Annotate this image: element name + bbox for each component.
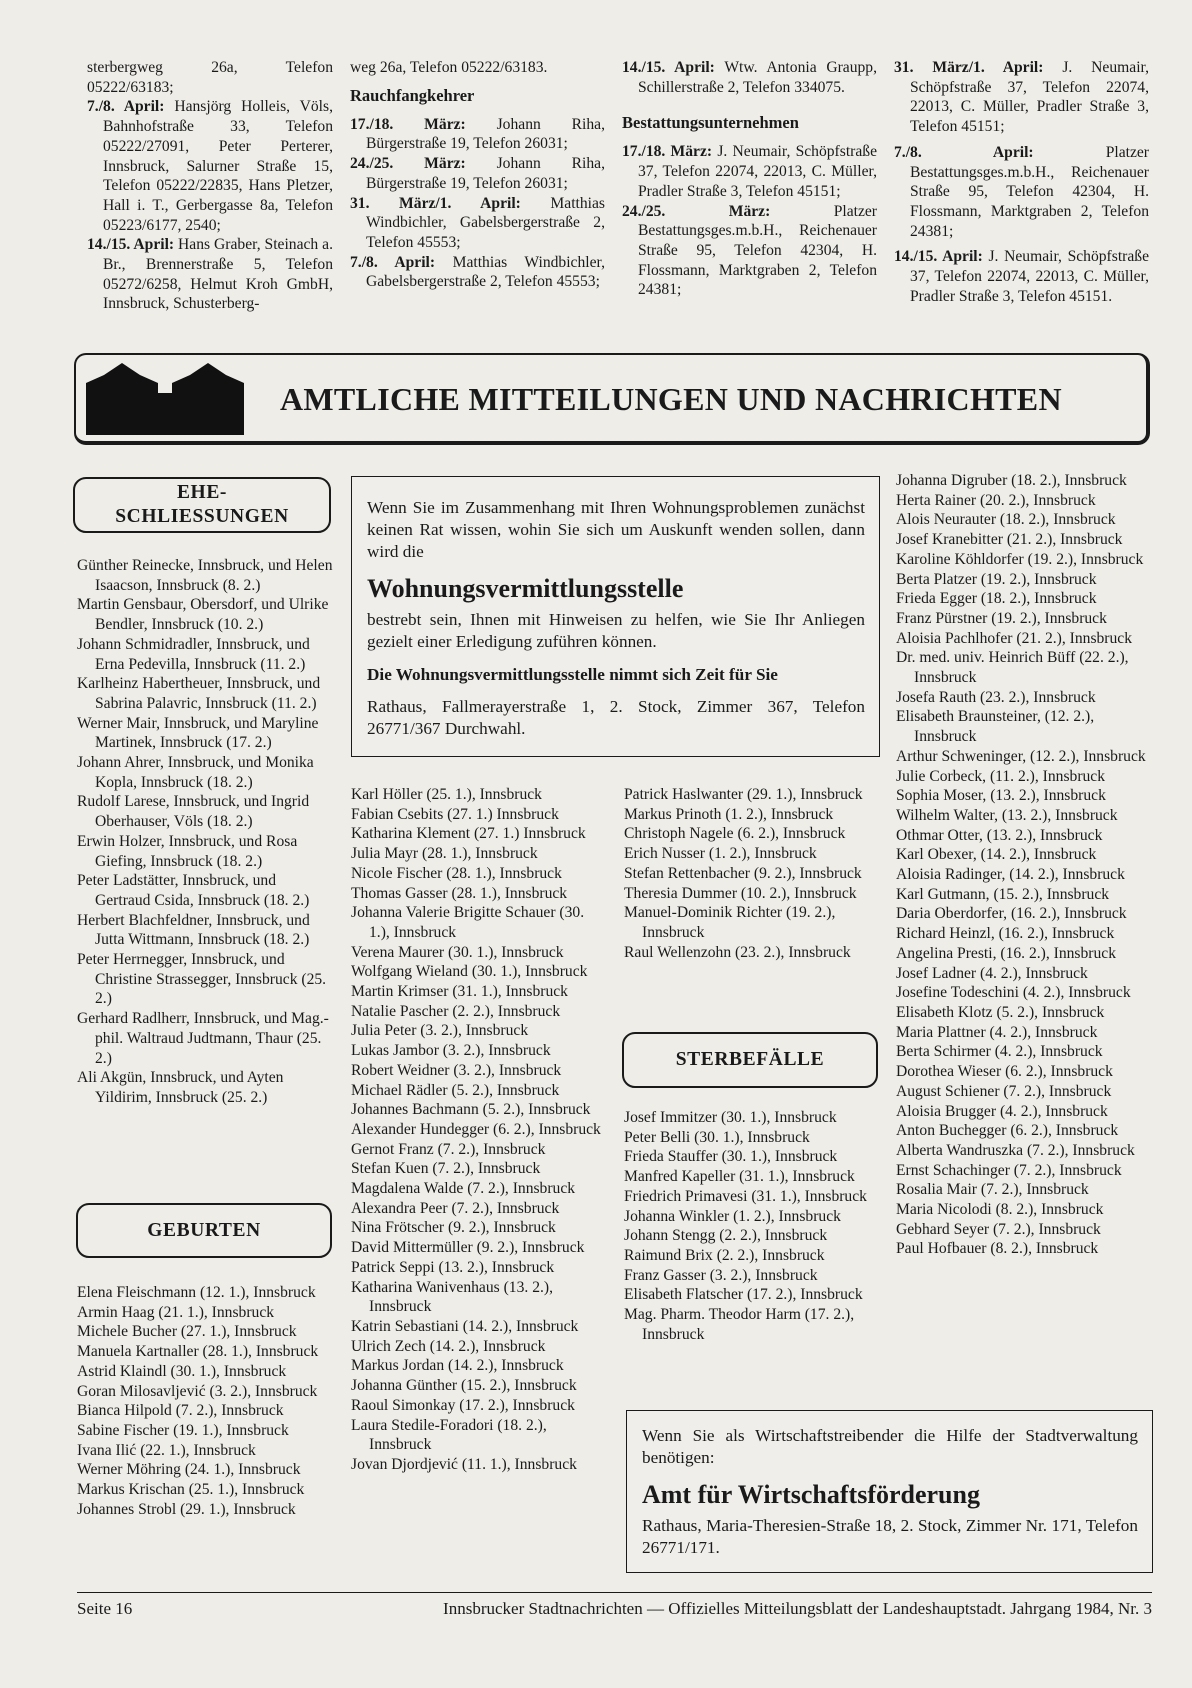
death-entry: Karoline Köhldorfer (19. 2.), Innsbruck (896, 550, 1144, 568)
death-entry: Elisabeth Braunsteiner, (12. 2.), Innsbruck (896, 708, 1095, 746)
emergency-entry: weg 26a, Telefon 05222/63183. (350, 59, 548, 76)
heading-sterbefaelle (622, 1032, 878, 1088)
death-entry: Josef Kranebitter (21. 2.), Innsbruck (896, 531, 1123, 549)
death-entry: Berta Schirmer (4. 2.), Innsbruck (896, 1043, 1103, 1061)
death-entry: Sophia Moser, (13. 2.), Innsbruck (896, 787, 1106, 805)
death-entry: Aloisia Radinger, (14. 2.), Innsbruck (896, 866, 1125, 884)
birth-entry: Johannes Bachmann (5. 2.), Innsbruck (351, 1101, 591, 1119)
death-entry: Dr. med. univ. Heinrich Büff (22. 2.), Innsbruck (896, 649, 1129, 687)
death-entry: Karl Gutmann, (15. 2.), Innsbruck (896, 885, 1110, 903)
birth-entry: Stefan Rettenbacher (9. 2.), Innsbruck (624, 864, 862, 882)
birth-entry: Lukas Jambor (3. 2.), Innsbruck (351, 1042, 551, 1060)
death-entry: Karl Obexer, (14. 2.), Innsbruck (896, 846, 1097, 864)
birth-entry: Julia Peter (3. 2.), Innsbruck (351, 1022, 529, 1040)
birth-entry: Patrick Seppi (13. 2.), Innsbruck (351, 1258, 555, 1276)
emergency-entry: 7./8. April: Hansjörg Holleis, Völs, Bahnhofstraße 33, Telefon 05222/27091, Peter Perterer, Innsbruck, Salurner Straße 15, Telefon 05222/22835, Hans Pletzer, Hall i. T., Gerbergasse 8a, Telefon 05223/6177, 2540; (87, 98, 333, 234)
death-entry: Elisabeth Klotz (5. 2.), Innsbruck (896, 1003, 1105, 1021)
death-entry: Aloisia Brugger (4. 2.), Innsbruck (896, 1102, 1108, 1120)
birth-entry: Bianca Hilpold (7. 2.), Innsbruck (77, 1402, 284, 1420)
birth-entry: Thomas Gasser (28. 1.), Innsbruck (351, 884, 568, 902)
death-entry: Johann Stengg (2. 2.), Innsbruck (624, 1227, 828, 1245)
birth-entry: Raoul Simonkay (17. 2.), Innsbruck (351, 1396, 575, 1414)
death-entry: Aloisia Pachlhofer (21. 2.), Innsbruck (896, 629, 1133, 647)
marriage-entry: Gerhard Radlherr, Innsbruck, und Mag.-phil. Waltraud Judtmann, Thaur (25. 2.) (77, 1010, 329, 1067)
section-heading-bestattung: Bestattungsunternehmen (622, 113, 799, 133)
notice-wohnungsvermittlung (351, 476, 880, 757)
birth-entry: Gernot Franz (7. 2.), Innsbruck (351, 1140, 546, 1158)
section-heading-rauchfangkehrer: Rauchfangkehrer (350, 85, 475, 105)
marriage-entry: Werner Mair, Innsbruck, und Maryline Martinek, Innsbruck (17. 2.) (77, 714, 319, 752)
notice-address: Rathaus, Maria-Theresien-Straße 18, 2. Stock, Zimmer Nr. 171, Telefon 26771/171. (642, 1516, 1138, 1557)
death-entry: Wilhelm Walter, (13. 2.), Innsbruck (896, 806, 1118, 824)
emergency-entry: 14./15. April: Wtw. Antonia Graupp, Schillerstraße 2, Telefon 334075. (622, 59, 877, 96)
death-entry: Josefa Rauth (23. 2.), Innsbruck (896, 688, 1096, 706)
emergency-entry: 14./15. April: Hans Graber, Steinach a. Br., Brennerstraße 5, Telefon 05272/6258, Helmut Kroh GmbH, Innsbruck, Schusterberg- (87, 236, 333, 313)
notice-title: Wohnungsvermittlungsstelle (367, 574, 684, 603)
birth-entry: Michele Bucher (27. 1.), Innsbruck (77, 1323, 297, 1341)
birth-entry: Theresia Dummer (10. 2.), Innsbruck (624, 884, 857, 902)
birth-entry: Alexander Hundegger (6. 2.), Innsbruck (351, 1120, 601, 1138)
top-column-2 (350, 58, 605, 292)
death-entry: Dorothea Wieser (6. 2.), Innsbruck (896, 1063, 1113, 1081)
marriage-entry: Günther Reinecke, Innsbruck, und Helen Isaacson, Innsbruck (8. 2.) (77, 557, 333, 594)
death-entry: Josef Ladner (4. 2.), Innsbruck (896, 964, 1088, 982)
birth-entry: Michael Rädler (5. 2.), Innsbruck (351, 1081, 560, 1099)
death-entry: Friedrich Primavesi (31. 1.), Innsbruck (624, 1187, 867, 1205)
birth-entry: David Mittermüller (9. 2.), Innsbruck (351, 1239, 585, 1257)
birth-entry: Magdalena Walde (7. 2.), Innsbruck (351, 1180, 576, 1198)
birth-entry: Markus Jordan (14. 2.), Innsbruck (351, 1357, 564, 1375)
emergency-entry: 14./15. April: J. Neumair, Schöpfstraße 37, Telefon 22074, 22013, C. Müller, Pradler Straße 3, Telefon 45151. (894, 248, 1149, 305)
notice-wirtschaftsfoerderung (626, 1410, 1153, 1573)
birth-entry: Astrid Klaindl (30. 1.), Innsbruck (77, 1362, 287, 1380)
death-entry: Johanna Digruber (18. 2.), Innsbruck (896, 472, 1127, 489)
birth-entry: Alexandra Peer (7. 2.), Innsbruck (351, 1199, 560, 1217)
emergency-entry: 24./25. März: Johann Riha, Bürgerstraße 19, Telefon 26031; (350, 155, 605, 192)
death-entry: Maria Nicolodi (8. 2.), Innsbruck (896, 1201, 1104, 1219)
birth-entry: Jovan Djordjević (11. 1.), Innsbruck (351, 1455, 577, 1473)
death-entry: Rosalia Mair (7. 2.), Innsbruck (896, 1181, 1089, 1199)
death-entry: Johanna Winkler (1. 2.), Innsbruck (624, 1207, 841, 1225)
marriage-entry: Peter Herrnegger, Innsbruck, und Christine Strassegger, Innsbruck (25. 2.) (77, 951, 327, 1008)
notice-body: bestrebt sein, Ihnen mit Hinweisen zu helfen, wie Sie Ihr Anliegen gezielt einer Erledigung zuführen können. (367, 610, 865, 651)
death-entry: Julie Corbeck, (11. 2.), Innsbruck (896, 767, 1106, 785)
birth-entry: Johanna Günther (15. 2.), Innsbruck (351, 1377, 577, 1395)
emergency-entry: 7./8. April: Matthias Windbichler, Gabelsbergerstraße 2, Telefon 45553; (350, 253, 605, 291)
emergency-entry: 17./18. März: Johann Riha, Bürgerstraße 19, Telefon 26031; (350, 115, 605, 153)
marriage-entry: Johann Ahrer, Innsbruck, und Monika Kopla, Innsbruck (18. 2.) (77, 754, 314, 791)
marriage-entry: Peter Ladstätter, Innsbruck, und Gertraud Csida, Innsbruck (18. 2.) (77, 872, 310, 909)
emergency-entry: 24./25. März: Platzer Bestattungsges.m.b.H., Reichenauer Straße 95, Telefon 42304, H. Flossmann, Marktgraben 2, Telefon 24381; (622, 202, 877, 299)
birth-entry: Erich Nusser (1. 2.), Innsbruck (624, 845, 817, 863)
marriage-entry: Erwin Holzer, Innsbruck, und Rosa Giefing, Innsbruck (18. 2.) (77, 832, 298, 870)
death-entry: Josef Immitzer (30. 1.), Innsbruck (624, 1109, 837, 1126)
top-column-4 (894, 58, 1149, 306)
top-column-3 (622, 58, 877, 300)
birth-entry: Katrin Sebastiani (14. 2.), Innsbruck (351, 1317, 579, 1335)
heading-line: SCHLIESSUNGEN (115, 506, 289, 527)
marriage-entry: Martin Gensbaur, Obersdorf, und Ulrike Bendler, Innsbruck (10. 2.) (77, 596, 329, 634)
death-entry: Paul Hofbauer (8. 2.), Innsbruck (896, 1240, 1099, 1258)
banner-title: AMTLICHE MITTEILUNGEN UND NACHRICHTEN (280, 381, 1062, 417)
notice-intro: Wenn Sie als Wirtschaftstreibender die Hilfe der Stadtverwaltung benötigen: (642, 1426, 1138, 1467)
death-entry: Josefine Todeschini (4. 2.), Innsbruck (896, 984, 1131, 1002)
notice-intro: Wenn Sie im Zusammenhang mit Ihren Wohnungsproblemen zunächst keinen Rat wissen, wohin Sie sich um Auskunft wenden sollen, dann wird die (367, 498, 865, 561)
birth-entry: Manuel-Dominik Richter (19. 2.), Innsbruck (624, 904, 836, 941)
death-entry: Daria Oberdorfer, (16. 2.), Innsbruck (896, 905, 1127, 923)
death-entry: Alberta Wandruszka (7. 2.), Innsbruck (896, 1141, 1135, 1159)
publication-line: Innsbrucker Stadtnachrichten — Offizielles Mitteilungsblatt der Landeshauptstadt. Jahrgang 1984, Nr. 3 (443, 1599, 1152, 1618)
birth-entry: Nicole Fischer (28. 1.), Innsbruck (351, 864, 562, 882)
birth-entry: Patrick Haslwanter (29. 1.), Innsbruck (624, 786, 863, 803)
death-entry: Maria Plattner (4. 2.), Innsbruck (896, 1023, 1098, 1041)
births-list-col2 (351, 785, 607, 1475)
notice-address: Rathaus, Fallmerayerstraße 1, 2. Stock, Zimmer 367, Telefon 26771/367 Durchwahl. (367, 697, 865, 738)
birth-entry: Johannes Strobl (29. 1.), Innsbruck (77, 1500, 296, 1518)
death-entry: Mag. Pharm. Theodor Harm (17. 2.), Innsbruck (624, 1306, 855, 1343)
death-entry: Berta Platzer (19. 2.), Innsbruck (896, 570, 1097, 588)
emergency-entry: 31. März/1. April: Matthias Windbichler, Gabelsbergerstraße 2, Telefon 45553; (350, 194, 605, 251)
emergency-entry: sterbergweg 26a, Telefon 05222/63183; (87, 59, 333, 96)
death-entry: Franz Gasser (3. 2.), Innsbruck (624, 1266, 818, 1284)
death-entry: Raimund Brix (2. 2.), Innsbruck (624, 1246, 825, 1264)
notice-bold: Die Wohnungsvermittlungsstelle nimmt sich Zeit für Sie (367, 665, 778, 684)
death-entry: Richard Heinzl, (16. 2.), Innsbruck (896, 925, 1115, 943)
heading-eheschliessungen (73, 477, 331, 533)
death-entry: Angelina Presti, (16. 2.), Innsbruck (896, 944, 1117, 962)
marriage-entry: Rudolf Larese, Innsbruck, und Ingrid Oberhauser, Völs (18. 2.) (77, 793, 310, 831)
marriages-list (77, 556, 333, 1108)
birth-entry: Armin Haag (21. 1.), Innsbruck (77, 1303, 275, 1321)
marriage-entry: Ali Akgün, Innsbruck, und Ayten Yildirim, Innsbruck (25. 2.) (77, 1069, 284, 1106)
death-entry: Elisabeth Flatscher (17. 2.), Innsbruck (624, 1286, 863, 1304)
section-banner (74, 353, 1150, 445)
page-number: Seite 16 (77, 1599, 133, 1618)
birth-entry: Katharina Wanivenhaus (13. 2.), Innsbruck (351, 1278, 553, 1316)
birth-entry: Karl Höller (25. 1.), Innsbruck (351, 786, 542, 803)
notice-title: Amt für Wirtschaftsförderung (642, 1480, 980, 1509)
birth-entry: Verena Maurer (30. 1.), Innsbruck (351, 943, 564, 961)
birth-entry: Wolfgang Wieland (30. 1.), Innsbruck (351, 963, 588, 981)
birth-entry: Julia Mayr (28. 1.), Innsbruck (351, 845, 538, 863)
deaths-list-col3 (624, 1108, 880, 1344)
top-column-1 (87, 58, 333, 314)
death-entry: Frieda Stauffer (30. 1.), Innsbruck (624, 1148, 838, 1166)
emergency-entry: 17./18. März: J. Neumair, Schöpfstraße 37, Telefon 22074, 22013, C. Müller, Pradler Straße 3, Telefon 45151; (622, 143, 877, 200)
birth-entry: Christoph Nagele (6. 2.), Innsbruck (624, 825, 846, 843)
death-entry: Franz Pürstner (19. 2.), Innsbruck (896, 609, 1107, 627)
page-footer (77, 1592, 1152, 1619)
death-entry: August Schiener (7. 2.), Innsbruck (896, 1082, 1112, 1100)
death-entry: Alois Neurauter (18. 2.), Innsbruck (896, 511, 1116, 529)
births-list-col3 (624, 785, 880, 962)
death-entry: Frieda Egger (18. 2.), Innsbruck (896, 590, 1097, 608)
birth-entry: Werner Möhring (24. 1.), Innsbruck (77, 1461, 301, 1479)
death-entry: Peter Belli (30. 1.), Innsbruck (624, 1128, 810, 1146)
marriage-entry: Johann Schmidradler, Innsbruck, und Erna Pedevilla, Innsbruck (11. 2.) (77, 635, 310, 673)
heading-line: EHE- (176, 482, 228, 503)
birth-entry: Martin Krimser (31. 1.), Innsbruck (351, 983, 568, 1001)
birth-entry: Markus Prinoth (1. 2.), Innsbruck (624, 805, 834, 823)
birth-entry: Goran Milosavljević (3. 2.), Innsbruck (77, 1382, 318, 1400)
birth-entry: Stefan Kuen (7. 2.), Innsbruck (351, 1160, 541, 1178)
births-list-col1 (77, 1283, 333, 1519)
death-entry: Arthur Schweninger, (12. 2.), Innsbruck (896, 747, 1146, 765)
death-entry: Othmar Otter, (13. 2.), Innsbruck (896, 826, 1103, 844)
birth-entry: Johanna Valerie Brigitte Schauer (30. 1.), Innsbruck (351, 904, 585, 941)
death-entry: Herta Rainer (20. 2.), Innsbruck (896, 491, 1096, 509)
birth-entry: Manuela Kartnaller (28. 1.), Innsbruck (77, 1343, 319, 1361)
birth-entry: Raul Wellenzohn (23. 2.), Innsbruck (624, 943, 851, 961)
death-entry: Manfred Kapeller (31. 1.), Innsbruck (624, 1168, 855, 1186)
emergency-entry: 7./8. April: Platzer Bestattungsges.m.b.H., Reichenauer Straße 95, Telefon 42304, H. Flossmann, Marktgraben 2, Telefon 24381; (894, 143, 1149, 240)
birth-entry: Robert Weidner (3. 2.), Innsbruck (351, 1061, 562, 1079)
emergency-entry: 31. März/1. April: J. Neumair, Schöpfstraße 37, Telefon 22074, 22013, C. Müller, Pradler Straße 3, Telefon 45151; (894, 59, 1150, 136)
death-entry: Gebhard Seyer (7. 2.), Innsbruck (896, 1220, 1101, 1238)
marriage-entry: Herbert Blachfeldner, Innsbruck, und Jutta Wittmann, Innsbruck (18. 2.) (77, 911, 310, 949)
city-towers-icon (86, 363, 258, 435)
birth-entry: Laura Stedile-Foradori (18. 2.), Innsbruck (351, 1416, 547, 1454)
birth-entry: Katharina Klement (27. 1.) Innsbruck (351, 825, 586, 843)
birth-entry: Ivana Ilić (22. 1.), Innsbruck (77, 1441, 256, 1459)
birth-entry: Natalie Pascher (2. 2.), Innsbruck (351, 1002, 561, 1020)
death-entry: Ernst Schachinger (7. 2.), Innsbruck (896, 1161, 1122, 1179)
deaths-list-col4 (896, 471, 1152, 1259)
heading-text: GEBURTEN (147, 1219, 261, 1241)
birth-entry: Markus Krischan (25. 1.), Innsbruck (77, 1481, 305, 1499)
heading-geburten (76, 1203, 332, 1258)
birth-entry: Sabine Fischer (19. 1.), Innsbruck (77, 1421, 289, 1439)
birth-entry: Fabian Csebits (27. 1.) Innsbruck (351, 805, 559, 823)
birth-entry: Elena Fleischmann (12. 1.), Innsbruck (77, 1284, 316, 1301)
birth-entry: Ulrich Zech (14. 2.), Innsbruck (351, 1337, 546, 1355)
heading-text: STERBEFÄLLE (675, 1049, 825, 1070)
birth-entry: Nina Frötscher (9. 2.), Innsbruck (351, 1219, 556, 1237)
death-entry: Anton Buchegger (6. 2.), Innsbruck (896, 1122, 1119, 1140)
marriage-entry: Karlheinz Habertheuer, Innsbruck, und Sabrina Palavric, Innsbruck (11. 2.) (77, 675, 321, 712)
